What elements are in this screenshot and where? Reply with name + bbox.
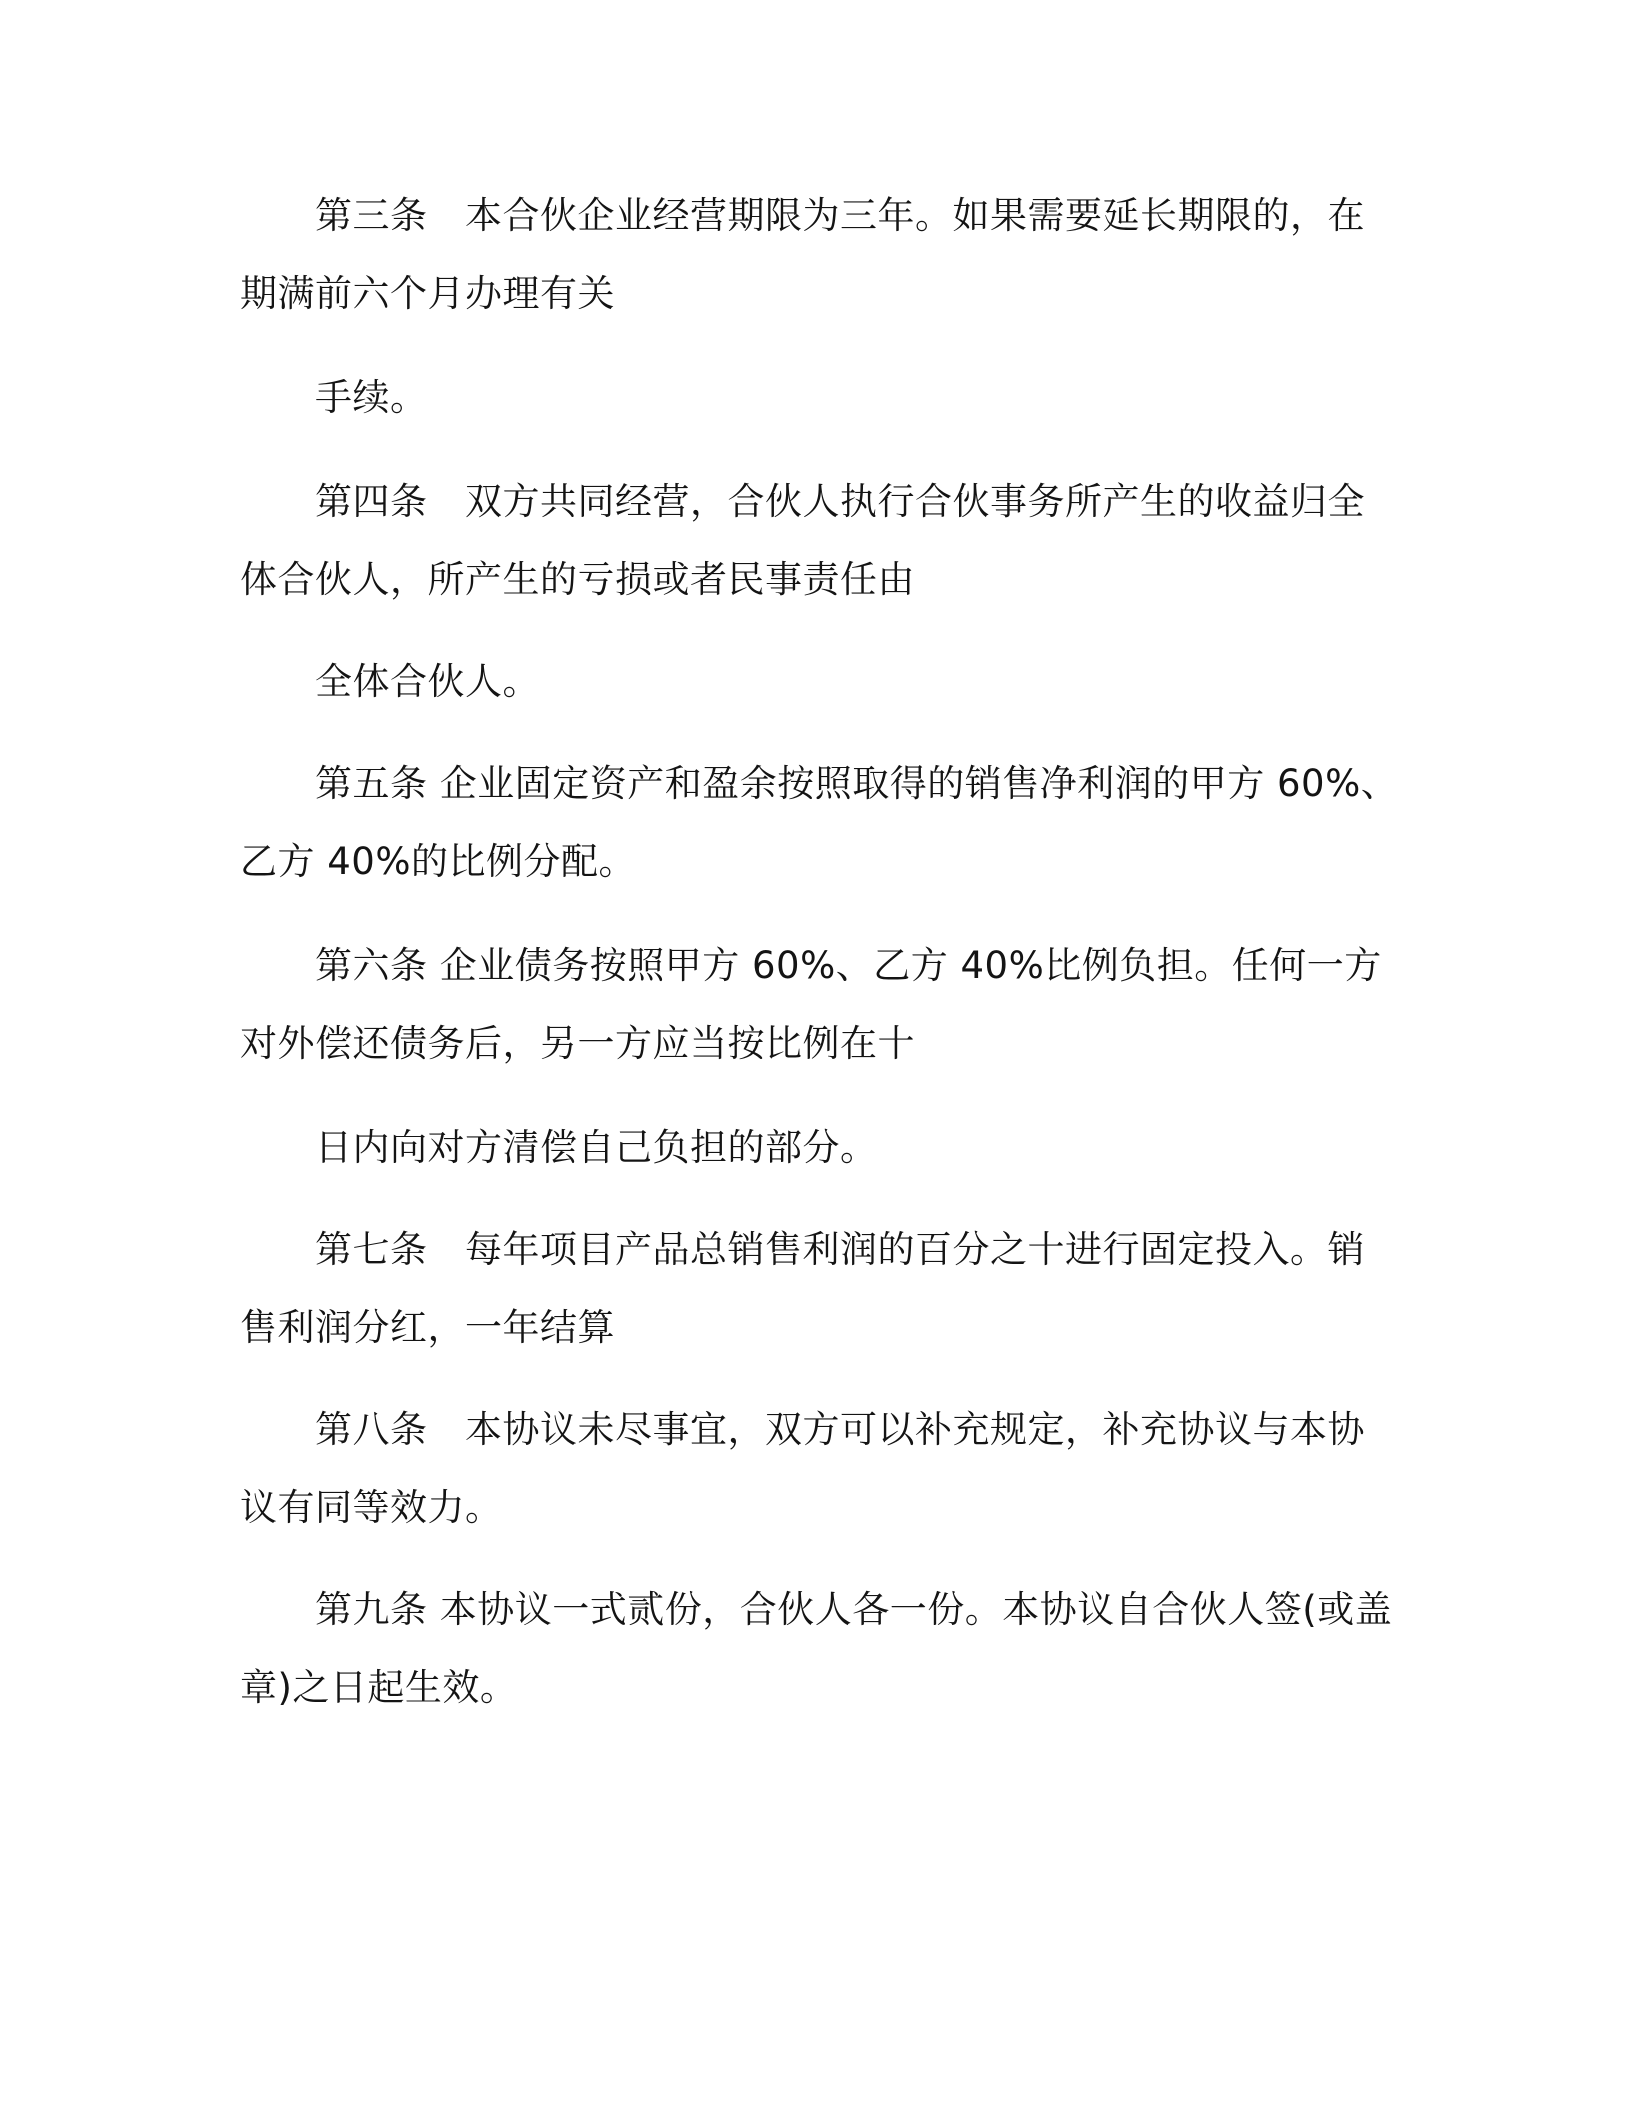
article-5-line-2: 乙方 40%的比例分配。: [240, 840, 636, 883]
article-3-line-1: 第三条 本合伙企业经营期限为三年。如果需要延长期限的，在: [315, 194, 1365, 237]
article-7-line-1: 第七条 每年项目产品总销售利润的百分之十进行固定投入。销: [315, 1228, 1365, 1271]
article-8-line-2: 议有同等效力。: [240, 1486, 503, 1529]
article-4-line-1: 第四条 双方共同经营，合伙人执行合伙事务所产生的收益归全: [315, 480, 1365, 523]
article-7-line-2: 售利润分红，一年结算: [240, 1306, 615, 1349]
article-3-line-2: 期满前六个月办理有关: [240, 272, 615, 315]
article-3-line-3: 手续。: [315, 376, 428, 419]
article-5-line-1: 第五条 企业固定资产和盈余按照取得的销售净利润的甲方 60%、: [315, 762, 1399, 805]
article-6-line-3: 日内向对方清偿自己负担的部分。: [315, 1126, 878, 1169]
article-4-line-2: 体合伙人，所产生的亏损或者民事责任由: [240, 558, 915, 601]
article-8-line-1: 第八条 本协议未尽事宜，双方可以补充规定，补充协议与本协: [315, 1408, 1365, 1451]
article-6-line-2: 对外偿还债务后，另一方应当按比例在十: [240, 1022, 915, 1065]
article-9-line-1: 第九条 本协议一式贰份，合伙人各一份。本协议自合伙人签(或盖: [315, 1588, 1393, 1631]
article-9-line-2: 章)之日起生效。: [240, 1666, 518, 1709]
article-6-line-1: 第六条 企业债务按照甲方 60%、乙方 40%比例负担。任何一方: [315, 944, 1382, 987]
article-4-line-3: 全体合伙人。: [315, 660, 540, 703]
